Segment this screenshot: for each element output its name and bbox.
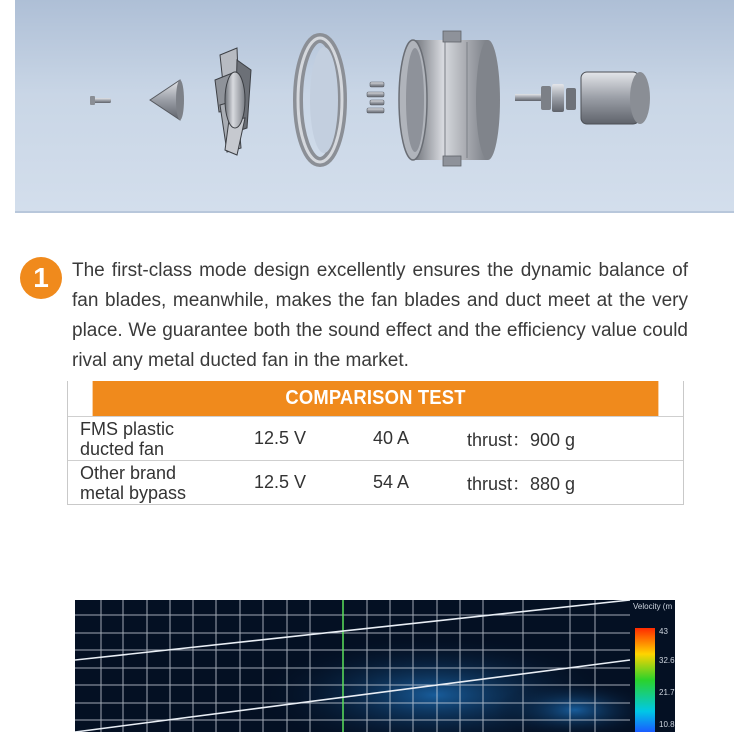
table-row bbox=[68, 460, 683, 504]
exploded-fan-illustration bbox=[15, 0, 734, 211]
product-name-cell bbox=[80, 417, 230, 460]
product-name-line1: Other brand bbox=[80, 462, 177, 483]
comparison-table-title: COMPARISON TEST bbox=[93, 381, 659, 416]
current-cell: 54 A bbox=[373, 472, 410, 492]
thrust-cell: thrust：880 g bbox=[467, 473, 576, 494]
duct-ring-part bbox=[298, 38, 342, 162]
exploded-view-image bbox=[15, 0, 734, 213]
legend-value: 10.8 bbox=[659, 720, 675, 729]
legend-title: Velocity (m bbox=[633, 602, 673, 611]
table-row bbox=[68, 416, 683, 460]
legend-value: 21.7 bbox=[659, 688, 675, 697]
thrust-cell: thrust：900 g bbox=[467, 429, 576, 450]
current-cell: 40 A bbox=[373, 428, 410, 448]
fan-rotor-part bbox=[215, 48, 251, 155]
product-name-line2: metal bypass bbox=[80, 482, 187, 503]
mounting-screws-part bbox=[367, 82, 384, 113]
voltage-cell: 12.5 V bbox=[254, 472, 307, 492]
product-name-line2: ducted fan bbox=[80, 438, 165, 459]
simulation-graphic bbox=[75, 600, 675, 732]
feature-description: The first-class mode design excellently ensures the dynamic balance of fan blades, meanwhile, makes the fan blades and duct meet at the very place. We guarantee both the sound effect and the efficiency value could rival any metal ducted fan in the market. bbox=[72, 260, 688, 371]
step-number-badge: 1 bbox=[20, 257, 62, 299]
airflow-simulation-image bbox=[75, 600, 675, 732]
duct-housing-part bbox=[399, 31, 500, 166]
comparison-table bbox=[67, 381, 684, 505]
legend-value: 32.6 bbox=[659, 656, 675, 665]
screw-part bbox=[90, 96, 111, 105]
motor-part bbox=[515, 72, 650, 124]
spinner-cone-part bbox=[150, 80, 184, 120]
legend-value: 43 bbox=[659, 627, 668, 636]
voltage-cell: 12.5 V bbox=[254, 428, 307, 448]
product-name-cell bbox=[80, 461, 230, 504]
product-name-line1: FMS plastic bbox=[80, 418, 175, 439]
